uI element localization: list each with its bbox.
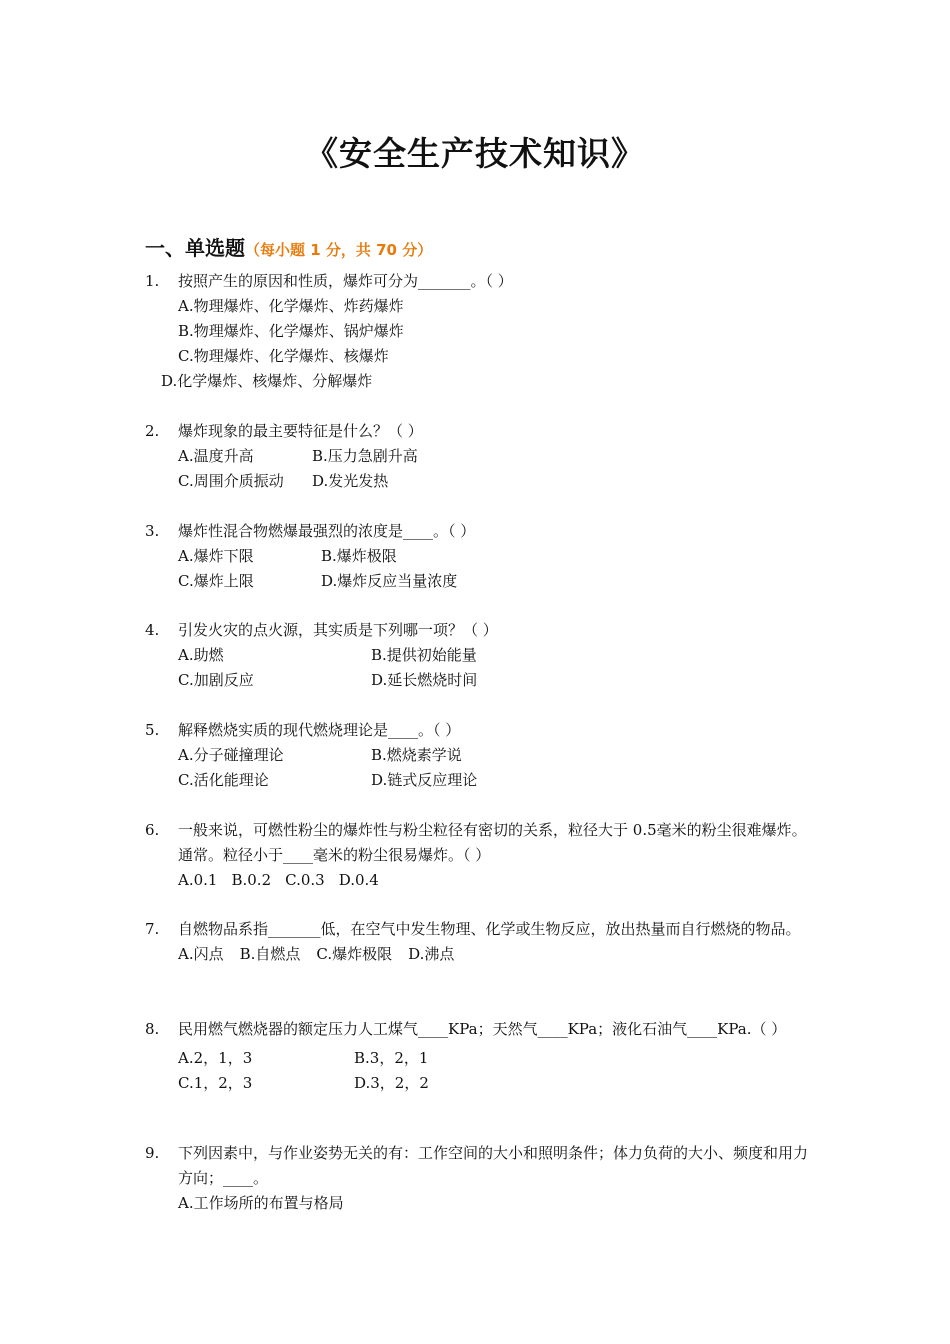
option-b: B.压力急剧升高 [312,447,418,465]
option-d: D.化学爆炸、核爆炸、分解爆炸 [161,372,373,390]
option-d: D.链式反应理论 [371,771,478,789]
option-d: D.发光发热 [312,472,389,490]
option-b: B.爆炸极限 [321,547,397,565]
question-number: 4. [145,621,160,639]
option-b: B.物理爆炸、化学爆炸、锅炉爆炸 [178,322,404,340]
question-number: 1. [145,272,160,290]
option-a: A.分子碰撞理论 [178,746,284,764]
question-number: 8. [145,1020,160,1038]
option-c: C.0.3 [285,871,325,889]
question-3 [145,519,815,594]
option-a: A.物理爆炸、化学爆炸、炸药爆炸 [178,297,404,315]
section-heading [145,232,432,261]
option-d: D.0.4 [338,871,379,889]
option-c: C.活化能理论 [178,771,269,789]
question-2 [145,419,815,494]
option-a: A.2，1，3 [178,1049,253,1067]
question-text: 民用燃气燃烧器的额定压力人工煤气____KPa；天然气____KPa；液化石油气____KPa.（ ） [178,1020,787,1038]
question-6 [145,818,815,893]
option-c: C.物理爆炸、化学爆炸、核爆炸 [178,347,389,365]
option-a: A.闪点 [178,945,224,963]
section-note: （每小题 1 分，共 70 分） [245,241,433,259]
option-b: B.3，2，1 [354,1049,429,1067]
question-7 [145,917,815,967]
question-8 [145,1017,815,1096]
option-b: B.提供初始能量 [371,646,477,664]
question-number: 3. [145,522,160,540]
question-number: 7. [145,920,160,938]
section-label: 一、单选题 [145,236,245,260]
question-text: 按照产生的原因和性质，爆炸可分为_______。（ ） [178,272,513,290]
question-number: 9. [145,1144,160,1162]
option-a: A.爆炸下限 [178,547,254,565]
option-d: D.爆炸反应当量浓度 [321,572,458,590]
question-1 [145,269,815,394]
option-d: D.延长燃烧时间 [371,671,478,689]
option-b: B.0.2 [231,871,272,889]
question-text: 解释燃烧实质的现代燃烧理论是____。（ ） [178,721,461,739]
option-c: C.周围介质振动 [178,472,284,490]
document-title: 《安全生产技术知识》 [305,134,645,173]
question-5 [145,718,815,793]
option-a: A.助燃 [178,646,224,664]
question-text: 下列因素中，与作业姿势无关的有：工作空间的大小和照明条件；体力负荷的大小、频度和用力方向；____。 [178,1144,809,1187]
option-b: B.燃烧素学说 [371,746,462,764]
question-number: 6. [145,821,160,839]
option-c: C.爆炸极限 [316,945,393,963]
option-a: A.温度升高 [178,447,254,465]
question-text: 自燃物品系指_______低，在空气中发生物理、化学或生物反应，放出热量而自行燃烧的物品。 [178,920,801,938]
question-number: 2. [145,422,160,440]
option-c: C.爆炸上限 [178,572,254,590]
option-c: C.1，2，3 [178,1074,253,1092]
option-a: A.0.1 [178,871,218,889]
question-9 [145,1141,815,1216]
option-d: D.3，2，2 [354,1074,429,1092]
question-number: 5. [145,721,160,739]
question-text: 引发火灾的点火源，其实质是下列哪一项？（ ） [178,621,498,639]
option-b: B.自燃点 [239,945,301,963]
question-4 [145,618,815,693]
option-c: C.加剧反应 [178,671,254,689]
question-text: 一般来说，可燃性粉尘的爆炸性与粉尘粒径有密切的关系，粒径大于 0.5毫米的粉尘很难爆炸。通常。粒径小于____毫米的粉尘很易爆炸。（ ） [178,821,807,864]
option-d: D.沸点 [408,945,455,963]
option-a: A.工作场所的布置与格局 [178,1194,344,1212]
question-text: 爆炸现象的最主要特征是什么？（ ） [178,422,423,440]
question-text: 爆炸性混合物燃爆最强烈的浓度是____。（ ） [178,522,476,540]
